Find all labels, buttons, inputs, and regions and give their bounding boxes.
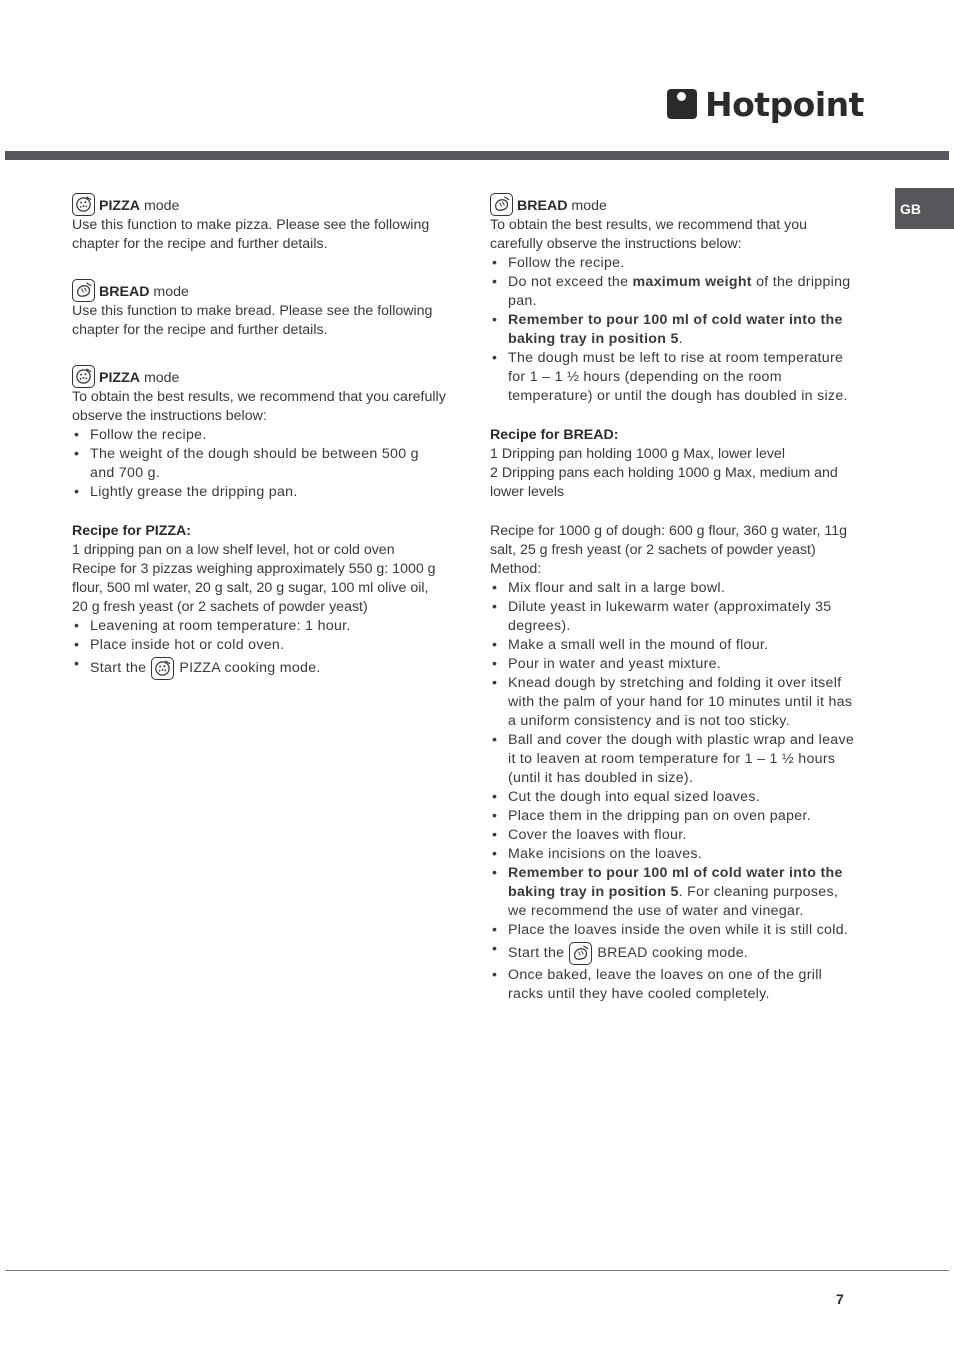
mode-name: PIZZA bbox=[99, 370, 140, 386]
footer-rule bbox=[5, 1270, 949, 1271]
bread-tips-list bbox=[490, 254, 860, 406]
pizza-recipe-line: 1 dripping pan on a low shelf level, hot or cold oven bbox=[72, 542, 395, 558]
pizza-icon bbox=[151, 657, 174, 680]
list-item: • Mix flour and salt in a large bowl. bbox=[490, 579, 860, 598]
list-item: • Follow the recipe. bbox=[490, 254, 860, 273]
text: . For cleaning purposes, we recommend the use of water and vinegar. bbox=[508, 884, 839, 919]
list-item: • Dilute yeast in lukewarm water (approximately 35 degrees). bbox=[490, 598, 860, 636]
pizza-recipe-ingredients: Recipe for 3 pizzas weighing approximately 550 g: 1000 g flour, 500 ml water, 20 g salt, 20 g sugar, 100 ml olive oil, 20 g fresh yeast (or 2 sachets of powder yeast) bbox=[72, 561, 436, 615]
list-item: • Pour in water and yeast mixture. bbox=[490, 655, 860, 674]
pizza-mode-heading-2 bbox=[72, 360, 446, 388]
text: of the dripping pan. bbox=[508, 274, 851, 309]
start-mode-text: PIZZA cooking mode. bbox=[179, 659, 321, 676]
right-column bbox=[490, 188, 860, 1004]
pizza-tips-list bbox=[72, 426, 446, 502]
list-item: • Make incisions on the loaves. bbox=[490, 845, 860, 864]
header-bar bbox=[5, 151, 949, 160]
emphasis: Remember to pour 100 ml of cold water into the baking tray in position 5 bbox=[508, 865, 843, 900]
pizza-recipe-title: Recipe for PIZZA: bbox=[72, 523, 192, 539]
list-item: • Cut the dough into equal sized loaves. bbox=[490, 788, 860, 807]
bread-intro: To obtain the best results, we recommend that you carefully observe the instructions below: bbox=[490, 217, 808, 252]
emphasis: Remember to pour 100 ml of cold water into the baking tray in position 5 bbox=[508, 312, 843, 347]
list-item: • Lightly grease the dripping pan. bbox=[72, 483, 446, 502]
mode-name: BREAD bbox=[517, 198, 568, 214]
mode-word: mode bbox=[143, 198, 180, 214]
list-item: • Make a small well in the mound of flour. bbox=[490, 636, 860, 655]
pizza-icon bbox=[72, 365, 95, 388]
bread-start-list bbox=[490, 940, 860, 1004]
mode-word: mode bbox=[153, 284, 189, 300]
list-item bbox=[72, 655, 446, 681]
brand-name: Hotpoint bbox=[705, 84, 864, 124]
pizza-intro: To obtain the best results, we recommend that you carefully observe the instructions below: bbox=[72, 389, 446, 424]
text: . bbox=[678, 331, 683, 347]
bread-icon bbox=[490, 193, 513, 216]
method-label: Method: bbox=[490, 561, 542, 577]
bread-recipe-line: 1 Dripping pan holding 1000 g Max, lower level bbox=[490, 446, 785, 462]
pizza-start-list bbox=[72, 655, 446, 681]
bread-recipe-title: Recipe for BREAD: bbox=[490, 427, 619, 443]
list-item: • Knead dough by stretching and folding it over itself with the palm of your hand for 10 minutes until it has a uniform consistency and is not too sticky. bbox=[490, 674, 860, 731]
logo-mark-icon bbox=[667, 89, 697, 119]
bread-method-list bbox=[490, 579, 860, 940]
list-item: • The dough must be left to rise at room temperature for 1 – 1 ½ hours (depending on the room temperature) or until the dough has doubled in size. bbox=[490, 349, 860, 406]
bread-mode-heading bbox=[72, 274, 446, 302]
start-text: • Start the bbox=[508, 944, 565, 961]
list-item: • Place inside hot or cold oven. bbox=[72, 636, 446, 655]
page-number: 7 bbox=[836, 1291, 844, 1307]
bread-icon bbox=[72, 279, 95, 302]
pizza-mode-heading bbox=[72, 188, 446, 216]
start-text: • Start the bbox=[90, 659, 147, 676]
pizza-recipe-list bbox=[72, 617, 446, 655]
list-item: • Place them in the dripping pan on oven paper. bbox=[490, 807, 860, 826]
pizza-icon bbox=[72, 193, 95, 216]
list-item bbox=[490, 940, 860, 966]
mode-word: mode bbox=[143, 370, 180, 386]
list-item: • The weight of the dough should be between 500 g and 700 g. bbox=[72, 445, 446, 483]
left-column bbox=[72, 188, 446, 681]
emphasis: maximum weight bbox=[632, 274, 752, 290]
bread-mode-heading bbox=[490, 188, 860, 216]
hotpoint-logo bbox=[667, 84, 864, 124]
mode-name: BREAD bbox=[99, 284, 150, 300]
mode-name: PIZZA bbox=[99, 198, 140, 214]
bread-description: Use this function to make bread. Please see the following chapter for the recipe and further details. bbox=[72, 303, 433, 338]
list-item: • Cover the loaves with flour. bbox=[490, 826, 860, 845]
list-item bbox=[490, 273, 860, 311]
list-item: • Ball and cover the dough with plastic wrap and leave it to leaven at room temperature for 1 – 1 ½ hours (until it has doubled in size). bbox=[490, 731, 860, 788]
list-item: • Place the loaves inside the oven while it is still cold. bbox=[490, 921, 860, 940]
list-item: • Follow the recipe. bbox=[72, 426, 446, 445]
list-item: • Once baked, leave the loaves on one of the grill racks until they have cooled completely. bbox=[490, 966, 860, 1004]
text: Do not exceed the bbox=[508, 274, 629, 290]
bread-recipe-line: 2 Dripping pans each holding 1000 g Max, medium and lower levels bbox=[490, 465, 838, 500]
list-item: • Leavening at room temperature: 1 hour. bbox=[72, 617, 446, 636]
list-item bbox=[490, 311, 860, 349]
pizza-description: Use this function to make pizza. Please see the following chapter for the recipe and further details. bbox=[72, 217, 430, 252]
language-tab: GB bbox=[895, 188, 954, 229]
list-item bbox=[490, 864, 860, 921]
mode-word: mode bbox=[571, 198, 607, 214]
start-mode-text: BREAD cooking mode. bbox=[597, 944, 749, 961]
bread-icon bbox=[569, 942, 592, 965]
bread-dough-ingredients: Recipe for 1000 g of dough: 600 g flour, 360 g water, 11g salt, 25 g fresh yeast (or 2 sachets of powder yeast) bbox=[490, 523, 848, 558]
